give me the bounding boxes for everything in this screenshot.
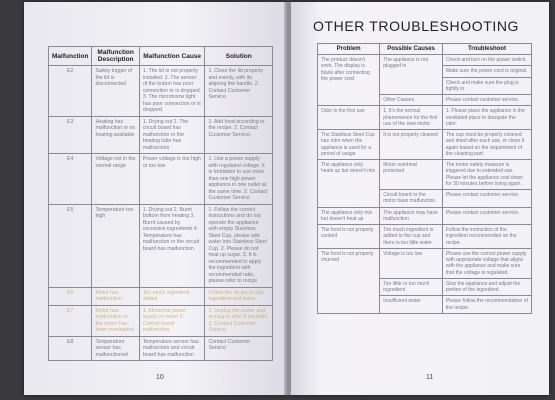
table-row (318, 106, 532, 130)
header-troubleshoot: Troubleshoot (442, 44, 531, 55)
header-problem: Problem (318, 44, 380, 55)
table-row (49, 287, 273, 305)
cell-cause: 1. The lid is not properly installed. 2. The sensor of the button has poor connection or is dropped. 3. The microhome light has poor connection or is dropped. (139, 66, 205, 117)
cell-description: Heating has malfunction or no heating available (92, 116, 139, 154)
page-number: 11 (426, 374, 434, 381)
cell-cause: Temperature sensor has malfunction and circuit board has malfunction (139, 336, 205, 361)
cell-troubleshoot: Please follow the recommendation of the recipe. (442, 296, 531, 314)
malfunction-table-body (49, 66, 273, 361)
malfunction-table (48, 46, 273, 361)
cell-description: Temperature sensor has malfunctioned (92, 336, 139, 361)
cell-description: Motor has malfunction or the motor has been overloaded (92, 305, 139, 336)
cell-problem: The food is not properly churned (318, 248, 380, 313)
table-row (318, 160, 532, 190)
page-title: OTHER TROUBLESHOOTING (313, 18, 520, 34)
cell-cause: Too much ingredient added (139, 287, 205, 305)
troubleshooting-table (317, 43, 532, 314)
table-row (49, 305, 273, 336)
cell-troubleshoot: Please contact customer service. (442, 95, 531, 106)
header-malfunction: Malfunction (49, 47, 92, 66)
table-row (318, 55, 532, 66)
cell-solution: Contact Customer Service (205, 336, 273, 361)
table-row (49, 116, 273, 154)
cell-troubleshoot: Follow the instruction of the ingredient recommended on the recipe. (442, 225, 531, 249)
left-page (24, 2, 286, 395)
cell-cause: It is not properly cleaned (380, 130, 443, 160)
cell-problem: The food is not properly cooked (318, 225, 380, 249)
cell-troubleshoot: Make sure the power cord is original. (442, 66, 531, 77)
cell-cause: 1. It's the normal phenomenon for the first use of the new motor. (380, 106, 443, 130)
cell-solution: Follow the recipe to add ingredient and water (205, 287, 273, 305)
table-row (318, 248, 532, 278)
header-cause: Malfunction Cause (139, 47, 205, 66)
cell-code: E5 (49, 204, 92, 287)
header-solution: Solution (205, 47, 273, 66)
cell-code: E3 (49, 116, 92, 154)
troubleshooting-table-body (318, 55, 532, 314)
cell-cause: Power voltage is too high or too low (139, 154, 205, 205)
header-description: Malfunction Description (92, 47, 139, 66)
cell-cause: The appliance is not plugged in (380, 55, 443, 95)
table-row (49, 204, 273, 287)
cell-description: Temperature too high (92, 204, 139, 287)
cell-cause: 1. Abnormal power supply to motor 2. Control board malfunction (139, 305, 205, 336)
cell-troubleshoot: Please contact customer service. (442, 190, 531, 208)
cell-solution: 1. Unplug the power and re-plug in after 5 seconds. 2. Contact Customer Service (205, 305, 273, 336)
cell-troubleshoot: 1. Please place the appliance in the ventilated place to dissipate the odor. (442, 106, 531, 130)
cell-code: E6 (49, 287, 92, 305)
cell-description: Voltage not in the normal range (92, 154, 139, 205)
cell-cause: Insufficient water (380, 296, 443, 314)
cell-cause: 1. Drying out 2. Burnt bottom from heating 3. Burnt caused by excessive ingredients 4. Temperature has malfunction or the circuit board has malfunction (139, 204, 205, 287)
table-row (318, 207, 532, 225)
cell-solution: 1. Add food according to the recipe. 2. Contact Customer Service. (205, 116, 273, 154)
right-page (291, 2, 549, 395)
cell-code: E4 (49, 154, 92, 205)
cell-problem: The appliance only mix but doesn't heat up (318, 207, 380, 225)
cell-cause: 1. Drying out 2. The circuit board has malfunction or the heating tube has malfunction (139, 116, 205, 154)
cell-problem: The product doesn't work. The display is blank after connecting the power cord (318, 55, 380, 106)
table-row (49, 154, 273, 205)
cell-solution: 1. Close the lid properly and evenly, with its aligning the handle. 2. Contact Customer Service. (205, 66, 273, 117)
cell-cause: Other Causes (380, 95, 443, 106)
cell-code: E8 (49, 336, 92, 361)
table-header-row (318, 44, 532, 55)
cell-troubleshoot: Check and turn on the power switch. (442, 55, 531, 66)
cell-cause: Too much ingredient is added to the cup and there is too little water (380, 225, 443, 249)
table-row (49, 66, 273, 117)
cell-troubleshoot: Check and make sure the plug is tightly in. (442, 77, 531, 95)
cell-code: E7 (49, 305, 92, 336)
cell-cause: Too little or too much ingredient (380, 278, 443, 296)
cell-cause: Circuit board or the motor have malfunction (380, 190, 443, 208)
cell-problem: Odor in the first use (318, 106, 380, 130)
cell-problem: The Stainless Steel Cup has odor when the appliance is used for a period of usage (318, 130, 380, 160)
header-causes: Possible Causes (380, 44, 443, 55)
table-header-row (49, 47, 273, 66)
table-row (318, 225, 532, 249)
cell-troubleshoot: Please use the correct power supply with appropriate voltage that aligns with the appliance and make sure that the voltage is regulated. (442, 248, 531, 278)
cell-cause: Motor overheat protected (380, 160, 443, 190)
cell-troubleshoot: Stop the appliance and adjust the portion of the ingredient. (442, 278, 531, 296)
cell-solution: 1. Use a power supply with regulated voltage. It is forbidden to use more than one high-power appliance in one outlet at the same time. 2. Contact Customer Service (205, 154, 273, 205)
cell-solution: 1. Follow the correct instructions and do not operate the appliance with empty Stainless Steel Cup, please add water into Stainless Steel Cup. 2. Please do not heat up sugar. 3. It is recommended to apply the ingredient with recommended ratio, please refer to recipe (205, 204, 273, 287)
cell-code: E2 (49, 66, 92, 117)
cell-description: Safety trigger of the lid is disconnected (92, 66, 139, 117)
cell-troubleshoot: The cup must be properly cleaned and dried after each use, or clean it again based on the requirement of the cleaning part. (442, 130, 531, 160)
table-row (318, 130, 532, 160)
cell-cause: Voltage is too low (380, 248, 443, 278)
table-row (49, 336, 273, 361)
cell-troubleshoot: The motor safety measure is triggered due to extended use. Please let the appliance cool down for 30 minutes before trying again. (442, 160, 531, 190)
cell-problem: The appliance only heats up but doesn't mix (318, 160, 380, 208)
cell-troubleshoot: Please contact customer service. (442, 207, 531, 225)
booklet (8, 2, 548, 395)
cell-description: Motor has malfunction (92, 287, 139, 305)
page-number: 10 (156, 374, 164, 381)
cell-cause: The appliance may have malfunction (380, 207, 443, 225)
